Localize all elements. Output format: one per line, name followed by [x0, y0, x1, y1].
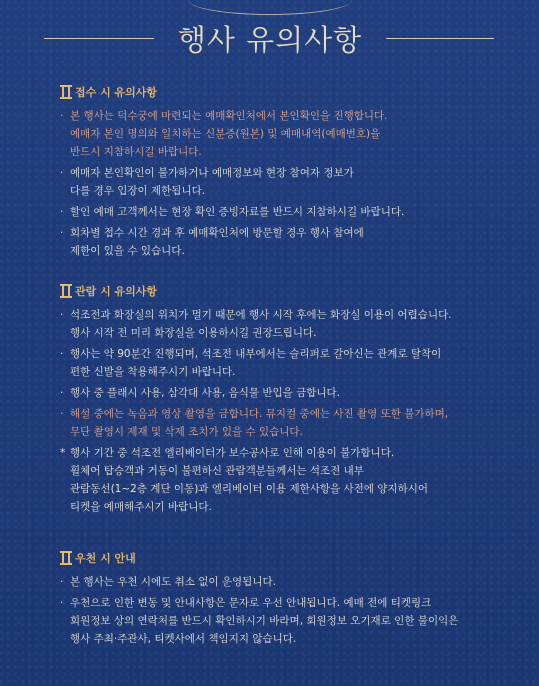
- section-heading: [60, 83, 500, 101]
- list-item: · 행사는 약 90분간 진행되며, 석조전 내부에서는 슬리퍼로 갈아신는 관계로 탈착이 편한 신발을 착용해주시기 바랍니다.: [60, 348, 442, 378]
- section-heading: [60, 549, 500, 567]
- list-item: * 행사 기간 중 석조전 엘리베이터가 보수공사로 인해 이용이 불가합니다. 휠체어 탑승객과 거동이 불편하신 관람객분들께서는 석조전 내부 관람동선(1~2층 계단 이동)과 엘리베이터 이용 제한사항을 사전에 양지하시어 티켓을 예매해주시기 바랍니다.: [60, 447, 429, 513]
- title-divider-left: [44, 38, 154, 39]
- page-title: 행사 유의사항: [177, 23, 363, 57]
- pillar-icon: [60, 551, 72, 565]
- pillar-icon: [60, 85, 72, 99]
- section-heading-text: 접수 시 유의사항: [75, 86, 158, 99]
- section-viewing: [60, 282, 500, 516]
- title-row: [0, 14, 539, 58]
- section-rain: [60, 549, 500, 648]
- section-heading-text: 관람 시 유의사항: [75, 285, 158, 298]
- section-list: [60, 306, 500, 516]
- list-item: · 본 행사는 우천 시에도 취소 없이 운영됩니다.: [60, 576, 276, 588]
- section-reception: [60, 83, 500, 260]
- list-item: · 회차별 접수 시간 경과 후 예매확인처에 방문할 경우 행사 참여에 제한이 있을 수 있습니다.: [60, 227, 364, 257]
- list-item: · 행사 중 플래시 사용, 삼각대 사용, 음식물 반입을 금합니다.: [60, 387, 341, 399]
- list-item: · 우천으로 인한 변동 및 안내사항은 문자로 우선 안내됩니다. 예매 전에 티켓링크 회원정보 상의 연락처를 반드시 확인하시기 바라며, 회원정보 오기재로 인한 불이익은 행사 주최·주관사, 티켓사에서 책임지지 않습니다.: [60, 597, 459, 645]
- list-item: · 석조전과 화장실의 위치가 멀기 때문에 행사 시작 후에는 화장실 이용이 어렵습니다. 행사 시작 전 미리 화장실을 이용하시길 권장드립니다.: [60, 309, 452, 339]
- list-item: · 예매자 본인확인이 불가하거나 예매정보와 현장 참여자 정보가 다를 경우 입장이 제한됩니다.: [60, 167, 354, 197]
- pillar-icon: [60, 284, 72, 298]
- list-item: · 해설 중에는 녹음과 영상 촬영을 금합니다. 뮤지컬 중에는 사진 촬영 또한 불가하며, 무단 촬영시 제재 및 삭제 조치가 있을 수 있습니다.: [60, 408, 449, 438]
- list-item: · 본 행사는 덕수궁에 마련되는 예매확인처에서 본인확인을 진행합니다. 예매자 본인 명의와 일치하는 신분증(원본) 및 예매내역(예매번호)을 반드시 지참하시길 바랍니다.: [60, 110, 388, 158]
- section-list: [60, 573, 500, 648]
- section-heading-text: 우천 시 안내: [75, 552, 136, 565]
- title-divider-right: [386, 38, 494, 39]
- title-ornament: [188, 0, 352, 15]
- section-list: [60, 107, 500, 260]
- list-item: · 할인 예매 고객께서는 현장 확인 증빙자료를 반드시 지참하시길 바랍니다.: [60, 206, 405, 218]
- section-heading: [60, 282, 500, 300]
